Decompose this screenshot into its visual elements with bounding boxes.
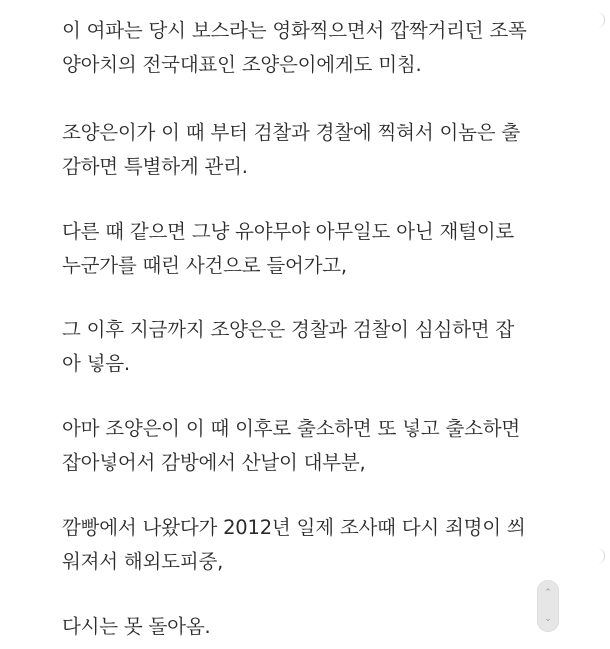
article-line: 누군가를 때린 사건으로 들어가고, (62, 254, 347, 277)
article-line: 다시는 못 돌아옴. (62, 615, 211, 638)
article-line: 이 여파는 당시 보스라는 영화찍으면서 깝짝거리던 조폭 (62, 19, 527, 42)
chevron-up-icon[interactable]: ⌃ (544, 588, 552, 598)
article-line: 다른 때 같으면 그냥 유야무야 아무일도 아닌 재털이로 (62, 220, 515, 243)
scroll-handle[interactable] (537, 580, 559, 632)
article-line: 아마 조양은이 이 때 이후로 출소하면 또 넣고 출소하면 (62, 417, 521, 440)
article-line: 워져서 해외도피중, (62, 550, 224, 573)
article-line: 잡아넣어서 감방에서 산날이 대부분, (62, 451, 366, 474)
article-line: 아 넣음. (62, 352, 130, 375)
article-line: 조양은이가 이 때 부터 검찰과 경찰에 찍혀서 이놈은 출 (62, 121, 521, 144)
article-line: 깜빵에서 나왔다가 2012년 일제 조사때 다시 죄명이 씌 (62, 516, 526, 539)
chevron-down-icon[interactable]: ⌄ (544, 614, 552, 624)
article-line: 감하면 특별하게 관리. (62, 155, 248, 178)
article-line: 양아치의 전국대표인 조양은이에게도 미침. (62, 53, 422, 76)
article-line: 그 이후 지금까지 조양은은 경찰과 검찰이 심심하면 잡 (62, 318, 515, 341)
